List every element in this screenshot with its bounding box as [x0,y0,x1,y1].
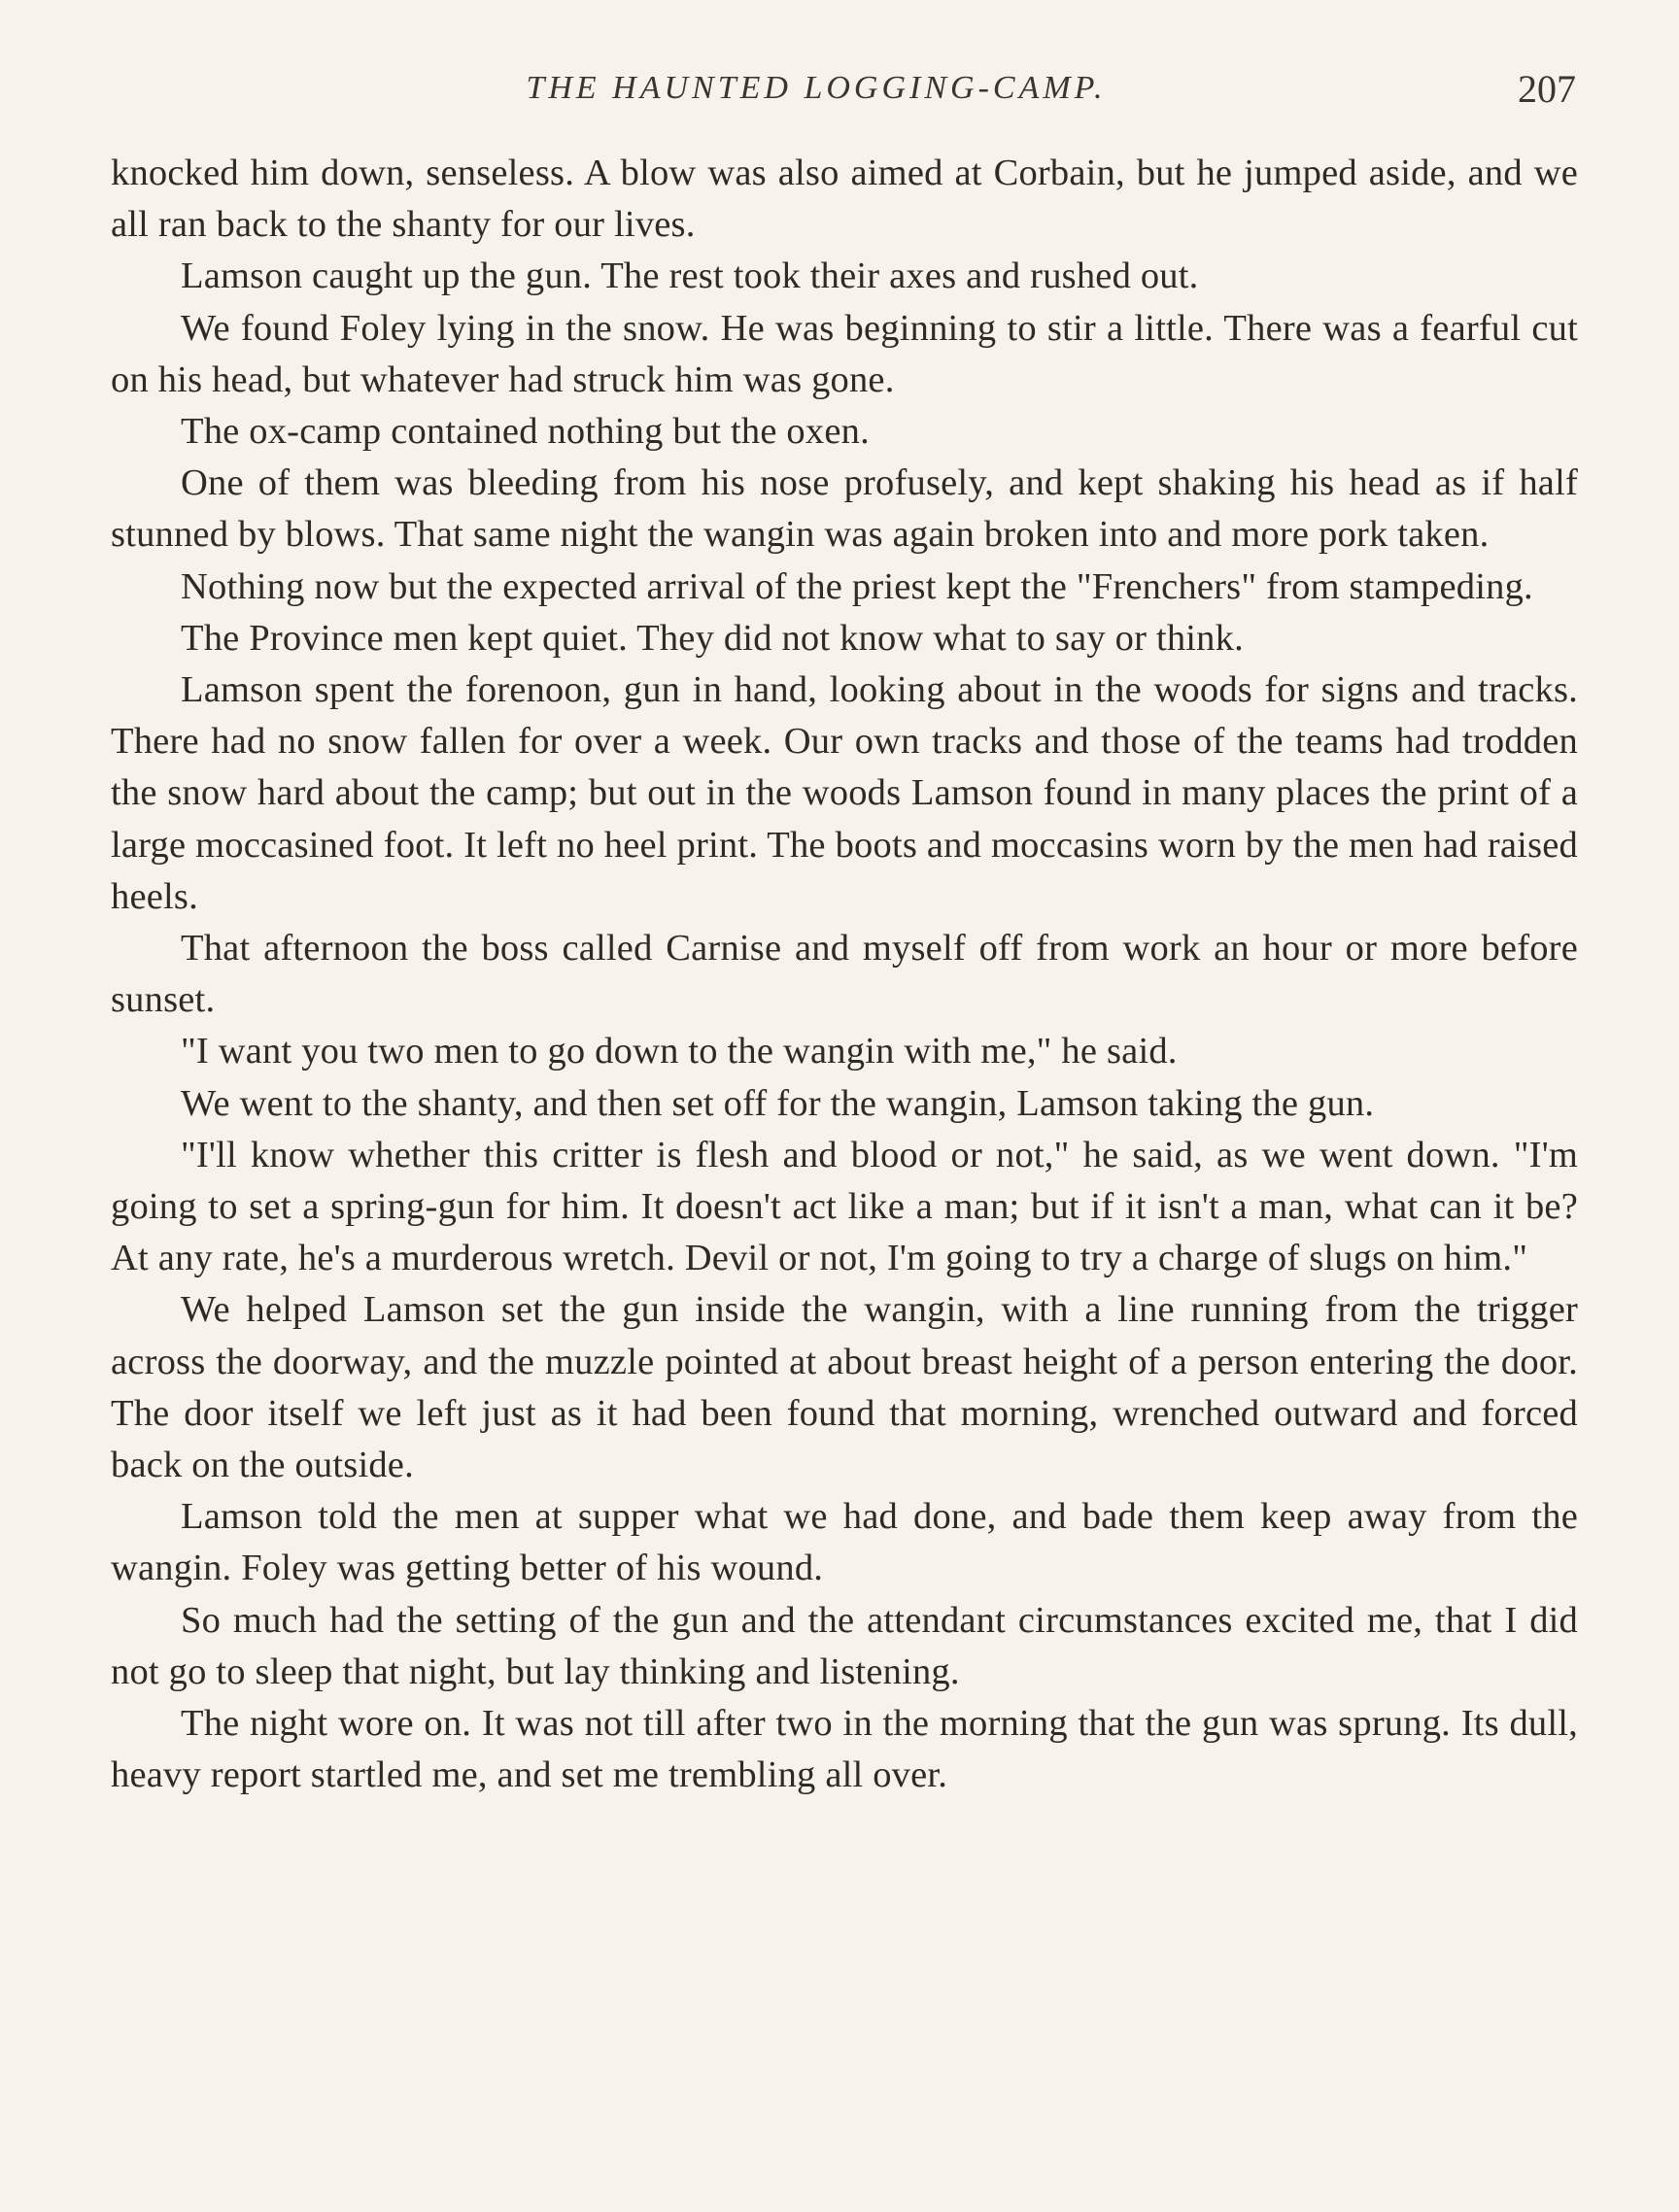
paragraph: So much had the setting of the gun and the attendant circumstances excited me, that I did not go to sleep that night, but lay thinking and listening. [111,1599,1578,1692]
paragraph: "I want you two men to go down to the wangin with me," he said. [181,1031,1178,1072]
paragraph: Nothing now but the expected arrival of the priest kept the "Frenchers" from stampeding. [181,565,1533,607]
paragraph: The night wore on. It was not till after two in the morning that the gun was sprung. Its dull, heavy report startled me, and set me trembling all over. [111,1703,1578,1796]
paragraph: Lamson caught up the gun. The rest took their axes and rushed out. [181,255,1199,297]
paragraph: Lamson spent the forenoon, gun in hand, looking about in the woods for signs and tracks. There had no snow fallen for over a week. Our own tracks and those of the teams had trodden the snow hard about the camp; but out in the woods Lamson found in many places the print of a large moccasined foot. It left no heel print. The boots and moccasins worn by the men had raised heels. [111,669,1578,917]
running-title: THE HAUNTED LOGGING-CAMP. [526,70,1107,106]
paragraph: One of them was bleeding from his nose profusely, and kept shaking his head as if half stunned by blows. That same night the wangin was again broken into and more pork taken. [111,462,1578,556]
paragraph: The Province men kept quiet. They did not know what to say or think. [181,617,1244,659]
paragraph: Lamson told the men at supper what we had done, and bade them keep away from the wangin. Foley was getting better of his wound. [111,1496,1578,1589]
paragraph: We helped Lamson set the gun inside the wangin, with a line running from the trigger across the doorway, and the muzzle pointed at about breast height of a person entering the door. The door itself we left just as it had been found that morning, wrenched outward and forced back on the outside. [111,1289,1578,1486]
paragraph: We found Foley lying in the snow. He was beginning to stir a little. There was a fearful cut on his head, but whatever had struck him was gone. [111,307,1578,400]
paragraph: knocked him down, senseless. A blow was also aimed at Corbain, but he jumped aside, and we all ran back to the shanty for our lives. [111,153,1578,246]
page-number: 207 [1518,67,1576,111]
paragraph: We went to the shanty, and then set off for the wangin, Lamson taking the gun. [181,1082,1375,1124]
paragraph: That afternoon the boss called Carnise and myself off from work an hour or more before sunset. [111,928,1578,1021]
paragraph: "I'll know whether this critter is flesh and blood or not," he said, as we went down. "I'm going to set a spring-gun for him. It doesn't act like a man; but if it isn't a man, what can it be? At any rate, he's a murderous wretch. Devil or not, I'm going to try a charge of slugs on him." [111,1134,1578,1279]
paragraph: The ox-camp contained nothing but the oxen. [181,411,870,453]
body-text [111,148,1578,1802]
